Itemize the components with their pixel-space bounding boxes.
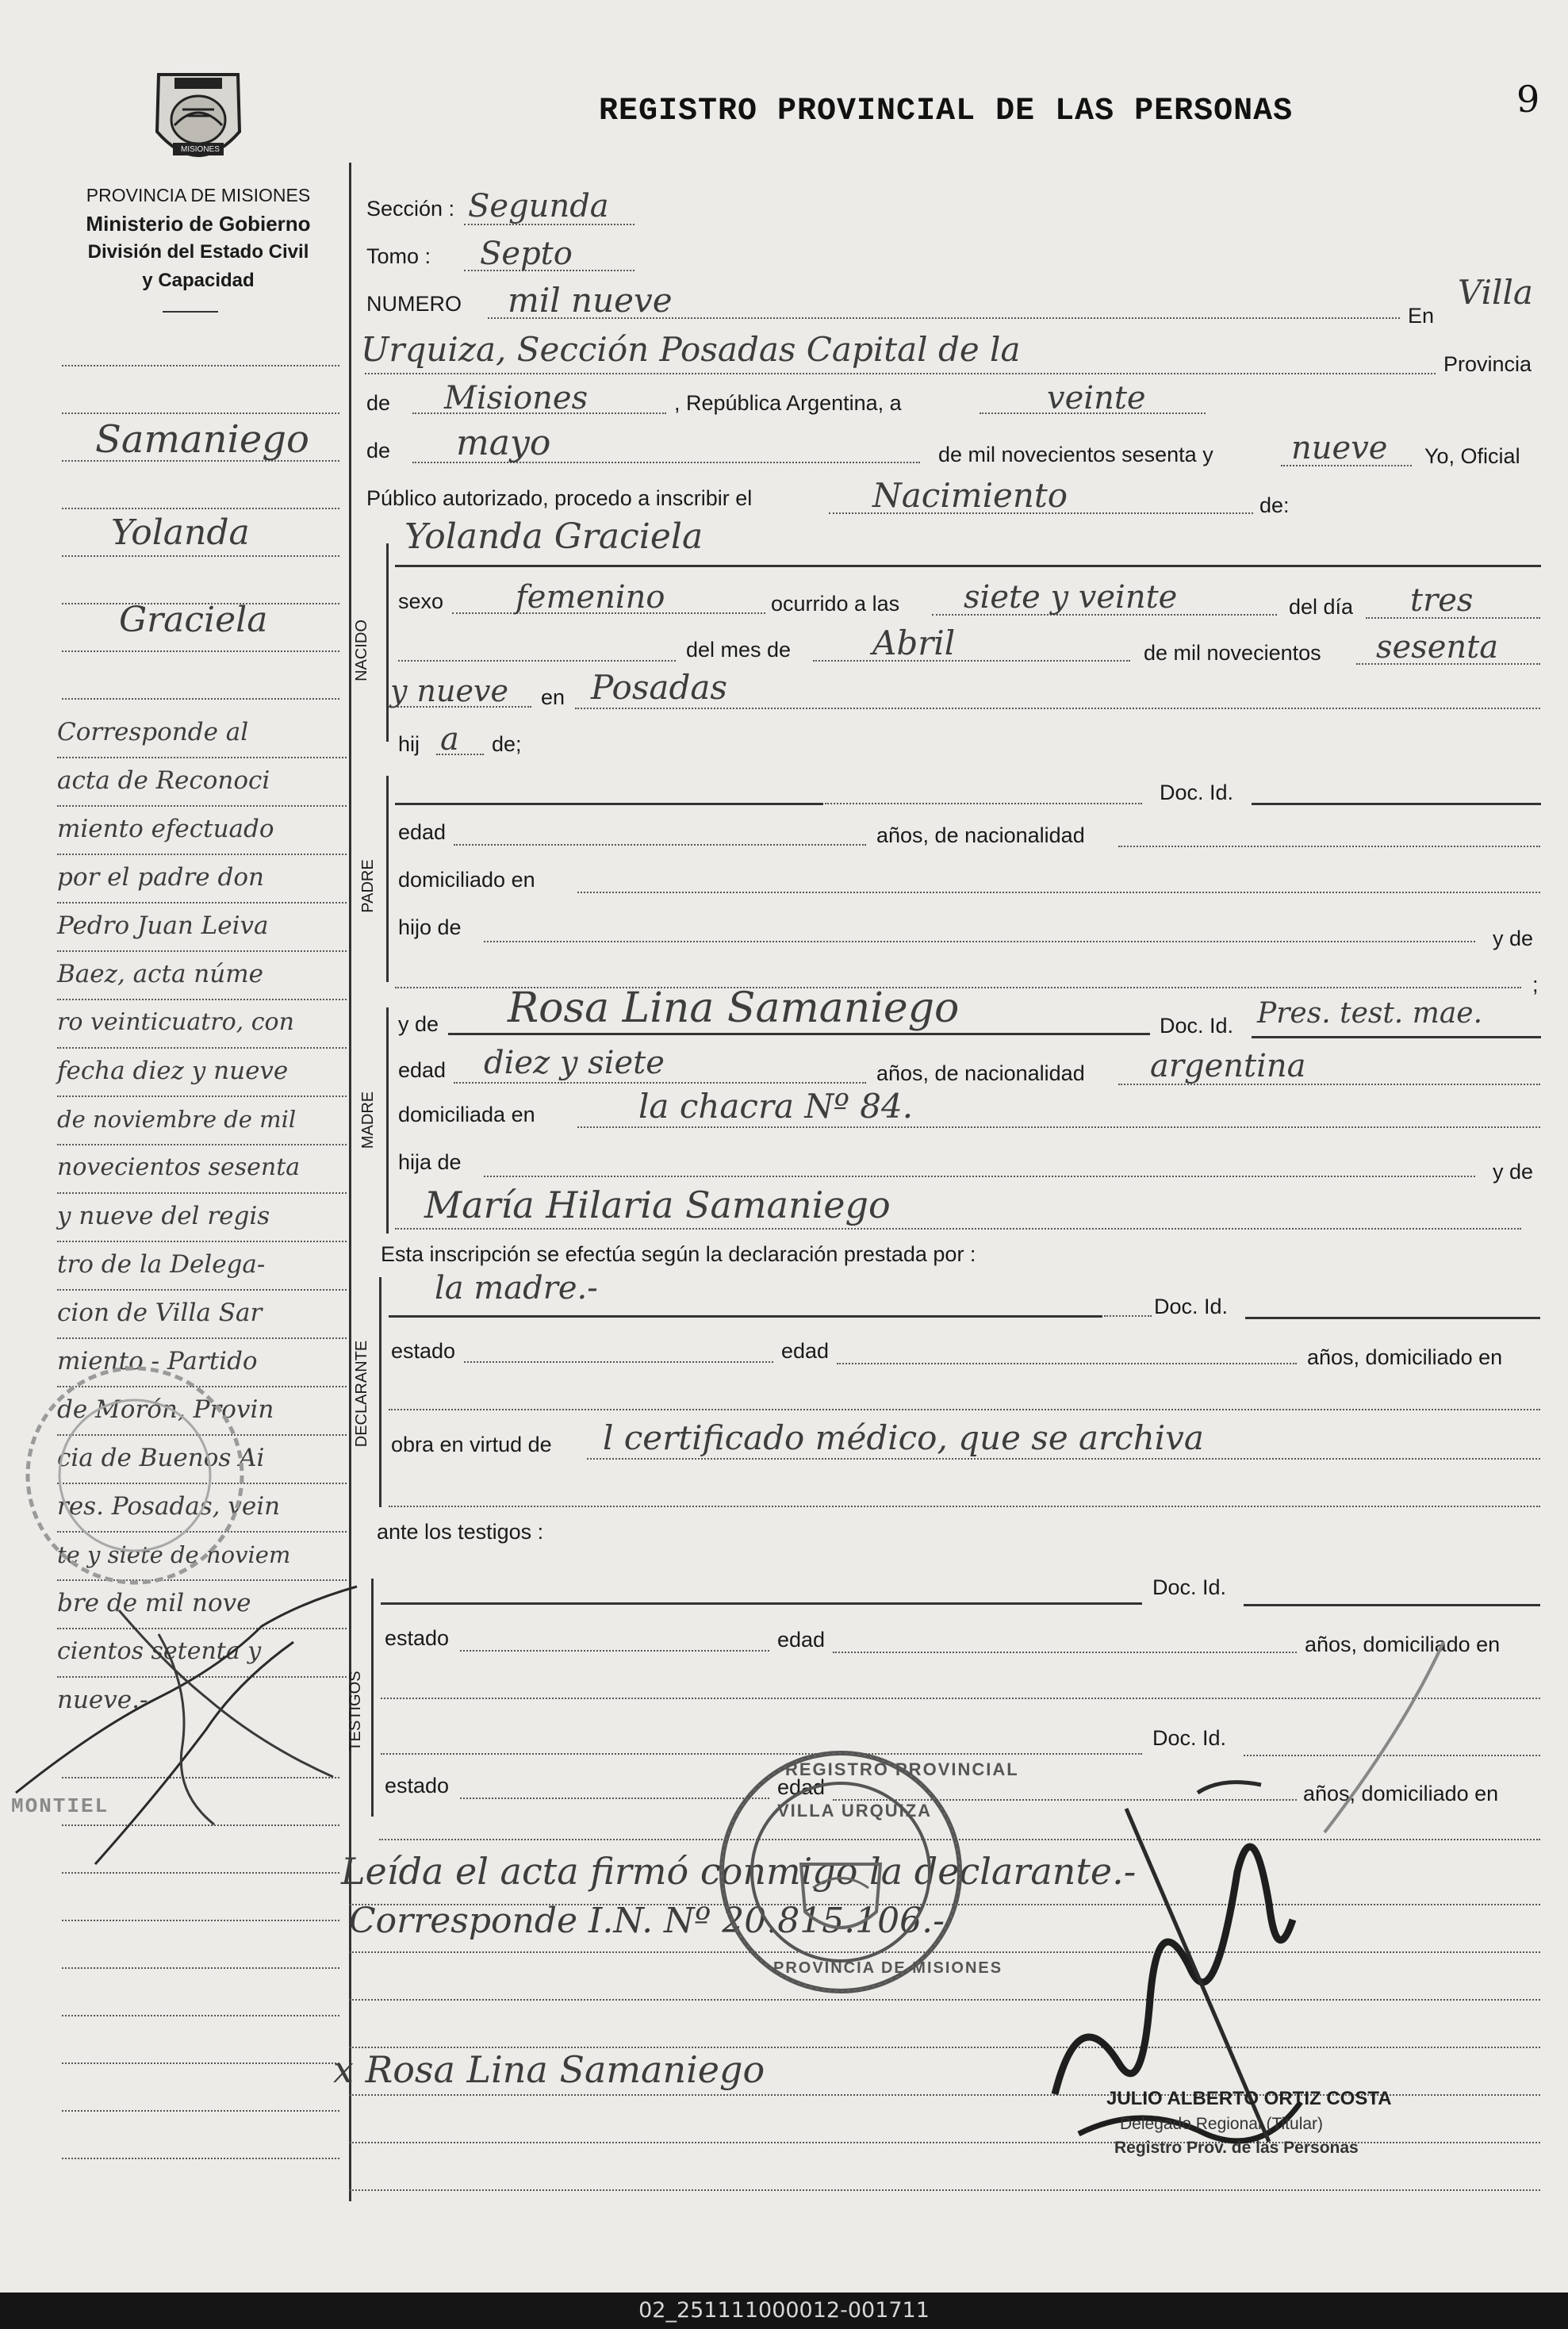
section-label-testigos: TESTIGOS xyxy=(347,1671,364,1752)
nombre-rule xyxy=(395,565,1541,567)
official-name: JULIO ALBERTO ORTIZ COSTA xyxy=(1106,2088,1392,2109)
section-label-declarante: DECLARANTE xyxy=(353,1340,370,1448)
mes-value: mayo xyxy=(456,423,551,463)
padre-domicilio-line xyxy=(577,892,1540,893)
de-colon-label: de: xyxy=(1259,493,1290,517)
official-title: Delegado Regional (Titular) xyxy=(1120,2115,1324,2133)
margin-note-line: res. Posadas, vein xyxy=(57,1484,347,1533)
abuela-value: María Hilaria Samaniego xyxy=(424,1184,891,1226)
margin-note-line: de noviembre de mil xyxy=(57,1097,347,1145)
leida-text: Leída el acta firmó conmigo la declarante.- xyxy=(341,1850,1137,1893)
publico-label: Público autorizado, procedo a inscribir el xyxy=(366,486,753,510)
testigo1-estado-label: estado xyxy=(385,1626,450,1650)
testigo1-estado-line xyxy=(460,1650,769,1652)
official-org: Registro Prov. de las Personas xyxy=(1114,2139,1359,2157)
anio-nac-line-2 xyxy=(389,706,531,708)
de-semi-label: de; xyxy=(492,732,522,756)
margin-note-line: nueve.- xyxy=(57,1686,148,1714)
madre-doc-label: Doc. Id. xyxy=(1160,1014,1234,1038)
en-label: En xyxy=(1408,304,1435,328)
padre-nacionalidad-line xyxy=(1118,846,1540,847)
margin-note-line: y nueve del regis xyxy=(57,1194,347,1242)
testigo1-domicilio-label: años, domiciliado en xyxy=(1305,1633,1501,1656)
margin-signature-icon xyxy=(0,1491,381,1888)
sexo-label: sexo xyxy=(398,589,444,613)
testigo1-name-rule xyxy=(381,1602,1142,1605)
closing-line-3 xyxy=(349,1999,1540,2001)
margin-line xyxy=(62,698,339,700)
margin-note-line: ro veinticuatro, con xyxy=(57,1000,347,1049)
hij-label: hij xyxy=(398,732,420,756)
testigo2-estado-label: estado xyxy=(385,1774,450,1798)
declarante-estado-label: estado xyxy=(391,1339,456,1363)
republica-label: , República Argentina, a xyxy=(674,391,902,415)
margin-note-line: cion de Villa Sar xyxy=(57,1291,347,1339)
declarante-rule xyxy=(389,1315,1102,1318)
lugar-line xyxy=(575,708,1540,709)
padre-nacionalidad-label: años, de nacionalidad xyxy=(876,823,1085,847)
nombre-value: Yolanda Graciela xyxy=(404,516,703,557)
margin-line xyxy=(62,412,339,414)
ocurrido-label: ocurrido a las xyxy=(771,592,900,616)
seal-bottom-text: MISIONES xyxy=(181,145,220,154)
declarante-line xyxy=(1104,1315,1152,1317)
margin-line xyxy=(62,1920,339,1921)
margin-note-line: cia de Buenos Ai xyxy=(57,1436,347,1484)
ministry-name: Ministerio de Gobierno xyxy=(86,212,311,236)
madre-nombre-value: Rosa Lina Samaniego xyxy=(508,984,960,1032)
division-line-2: y Capacidad xyxy=(142,270,255,291)
margin-line xyxy=(62,508,339,509)
padre-name-rule xyxy=(395,803,823,805)
declarante-value: la madre.- xyxy=(435,1270,598,1306)
seccion-value: Segunda xyxy=(468,188,609,224)
margin-note-line: Corresponde al xyxy=(57,710,347,758)
obra-line-2 xyxy=(389,1506,1540,1507)
margin-note-line: Pedro Juan Leiva xyxy=(57,904,347,952)
padre-edad-line xyxy=(454,844,866,846)
declarante-edad-line xyxy=(837,1363,1297,1364)
margin-note-line: bre de mil nove xyxy=(57,1581,347,1629)
madre-hija-de-line xyxy=(484,1176,1475,1177)
stamp-ring-bottom: PROVINCIA DE MISIONES xyxy=(773,1959,1003,1977)
nacido-line-2 xyxy=(398,660,676,662)
dia-nac-value: tres xyxy=(1410,582,1474,619)
madre-y-de-label-2: y de xyxy=(1493,1160,1534,1184)
madre-name-rule xyxy=(448,1033,1150,1035)
sexo-value: femenino xyxy=(516,579,665,616)
margin-note-line: tro de la Delega- xyxy=(57,1242,347,1291)
coat-of-arms-icon xyxy=(143,60,254,171)
tomo-value: Septo xyxy=(480,236,573,272)
page-number: 9 xyxy=(1516,78,1540,121)
madre-edad-value: diez y siete xyxy=(484,1045,665,1081)
margin-line xyxy=(62,2158,339,2159)
testigo2-doc-label: Doc. Id. xyxy=(1152,1726,1227,1750)
padre-semicolon: ; xyxy=(1532,973,1539,996)
left-column-border xyxy=(349,163,351,2201)
del-mes-label: del mes de xyxy=(686,638,792,662)
madre-domicilio-label: domiciliada en xyxy=(398,1103,535,1126)
margin-note-line: Baez, acta núme xyxy=(57,952,347,1000)
margin-line xyxy=(62,2015,339,2016)
madre-nacionalidad-value: argentina xyxy=(1150,1048,1306,1084)
margin-note-line: por el padre don xyxy=(57,855,347,904)
margin-stamp-text: MONTIEL xyxy=(11,1794,109,1818)
margin-note-line: miento - Partido xyxy=(57,1339,347,1387)
margin-line xyxy=(62,650,339,652)
en-value: Villa xyxy=(1458,273,1533,312)
padre-doc-label: Doc. Id. xyxy=(1160,781,1234,804)
declarante-estado-line xyxy=(464,1361,773,1363)
obra-value: l certificado médico, que se archiva xyxy=(603,1418,1204,1457)
seccion-label: Sección : xyxy=(366,197,455,221)
location-value: Urquiza, Sección Posadas Capital de la xyxy=(361,330,1021,369)
numero-value: mil nueve xyxy=(508,281,673,320)
obra-line xyxy=(587,1458,1540,1460)
stamp-inner: VILLA URQUIZA xyxy=(777,1801,933,1821)
closing-line-7 xyxy=(349,2189,1540,2191)
del-dia-label: del día xyxy=(1289,595,1354,619)
image-code-footer: 02_251111000012-001711 xyxy=(0,2293,1568,2329)
anio-nac-value-2: y nueve xyxy=(390,673,508,708)
official-signature-icon xyxy=(1031,1761,1332,2174)
stamp-ring-top: REGISTRO PROVINCIAL xyxy=(785,1759,1019,1779)
declarante-bracket xyxy=(379,1277,381,1507)
madre-edad-label: edad xyxy=(398,1058,447,1082)
section-label-madre: MADRE xyxy=(359,1091,377,1149)
mil-novecientos-sesenta-label: de mil novecientos sesenta y xyxy=(938,443,1213,466)
margin-note-line: cientos setenta y xyxy=(57,1629,347,1678)
margin-surname: Samaniego xyxy=(95,417,309,462)
hij-suffix-value: a xyxy=(440,721,459,758)
madre-bracket xyxy=(386,1007,389,1234)
acto-value: Nacimiento xyxy=(872,476,1068,515)
provincia-value: Misiones xyxy=(444,380,588,416)
section-label-nacido: NACIDO xyxy=(353,620,370,681)
padre-edad-label: edad xyxy=(398,820,447,844)
obra-label: obra en virtud de xyxy=(391,1433,552,1456)
declarante-domicilio-label: años, domiciliado en xyxy=(1307,1345,1503,1369)
margin-line xyxy=(62,2062,339,2064)
margin-note-line: miento efectuado xyxy=(57,807,347,855)
dia-value: veinte xyxy=(1047,380,1146,416)
padre-domicilio-label: domiciliado en xyxy=(398,868,535,892)
nacido-bracket xyxy=(386,543,389,742)
tomo-label: Tomo : xyxy=(366,244,431,268)
declarante-domicilio-line xyxy=(389,1409,1540,1410)
mil-novecientos-label: de mil novecientos xyxy=(1144,641,1321,665)
corresponde-text: Corresponde I.N. Nº 20.815.106.- xyxy=(349,1901,945,1941)
testigo1-edad-label: edad xyxy=(777,1628,826,1652)
padre-y-de-label: y de xyxy=(1493,927,1534,950)
margin-note-line: te y siete de noviem xyxy=(57,1533,347,1581)
signature-stroke-icon xyxy=(1309,1634,1451,1840)
provincia-label: Provincia xyxy=(1443,352,1532,376)
madre-nacionalidad-label: años, de nacionalidad xyxy=(876,1061,1085,1085)
margin-note-line: de Morón, Provin xyxy=(57,1387,347,1436)
margin-line xyxy=(62,555,339,557)
padre-doc-rule xyxy=(1252,803,1541,805)
margin-line xyxy=(62,365,339,366)
declarante-doc-label: Doc. Id. xyxy=(1154,1295,1229,1318)
testigo1-edad-line xyxy=(833,1652,1297,1653)
madre-y-de-label: y de xyxy=(398,1012,439,1036)
section-label-padre: PADRE xyxy=(359,859,377,913)
page-title: REGISTRO PROVINCIAL DE LAS PERSONAS xyxy=(599,94,1294,129)
margin-name-2: Graciela xyxy=(119,600,268,640)
lugar-value: Posadas xyxy=(591,668,727,707)
en-lower-label: en xyxy=(541,685,565,709)
mes-nac-line xyxy=(813,660,1130,662)
padre-hijo-de-label: hijo de xyxy=(398,915,462,939)
madre-doc-value: Pres. test. mae. xyxy=(1257,997,1483,1030)
anio-value: nueve xyxy=(1291,430,1388,466)
padre-bracket xyxy=(386,776,389,982)
location-line xyxy=(365,373,1436,374)
padre-name-line xyxy=(825,803,1142,804)
province-name: PROVINCIA DE MISIONES xyxy=(86,185,311,205)
testigos-label: ante los testigos : xyxy=(377,1520,544,1544)
madre-edad-line xyxy=(454,1082,866,1084)
numero-label: NUMERO xyxy=(366,292,462,316)
testigo1-doc-rule xyxy=(1244,1604,1540,1606)
madre-doc-rule xyxy=(1252,1036,1541,1038)
anio-nac-value-1: sesenta xyxy=(1376,629,1499,666)
de-label: de xyxy=(366,391,391,415)
division-line-1: División del Estado Civil xyxy=(87,241,309,263)
closing-line-6 xyxy=(349,2142,1540,2143)
testigo1-doc-label: Doc. Id. xyxy=(1152,1575,1227,1599)
madre-abuela-line xyxy=(395,1228,1521,1230)
padre-hijo-de-line xyxy=(484,941,1475,942)
hij-line xyxy=(436,754,484,755)
yo-oficial-label: Yo, Oficial xyxy=(1424,444,1520,468)
margin-line xyxy=(62,1967,339,1969)
declarante-doc-rule xyxy=(1245,1317,1540,1319)
margin-note-line: acta de Reconoci xyxy=(57,758,347,807)
margin-note-line: novecientos sesenta xyxy=(57,1145,347,1194)
margin-name-1: Yolanda xyxy=(111,512,250,553)
mother-signature: x Rosa Lina Samaniego xyxy=(333,2048,765,2091)
inscripcion-label: Esta inscripción se efectúa según la declaración prestada por : xyxy=(381,1242,976,1266)
seal-top-text: PROVINCIA DE xyxy=(174,63,226,71)
header-divider xyxy=(163,311,218,313)
madre-hija-de-label: hija de xyxy=(398,1150,462,1174)
testigo2-domicilio-label: años, domiciliado en xyxy=(1303,1782,1499,1805)
margin-line xyxy=(62,2110,339,2112)
testigo2-edad-label: edad xyxy=(777,1775,826,1799)
declarante-edad-label: edad xyxy=(781,1339,830,1363)
hora-value: siete y veinte xyxy=(964,579,1178,616)
de-label-2: de xyxy=(366,439,391,462)
mes-nac-value: Abril xyxy=(872,623,956,662)
madre-domicilio-line xyxy=(577,1126,1540,1128)
margin-note-line: fecha diez y nueve xyxy=(57,1049,347,1097)
madre-domicilio-value: la chacra Nº 84. xyxy=(638,1087,914,1126)
